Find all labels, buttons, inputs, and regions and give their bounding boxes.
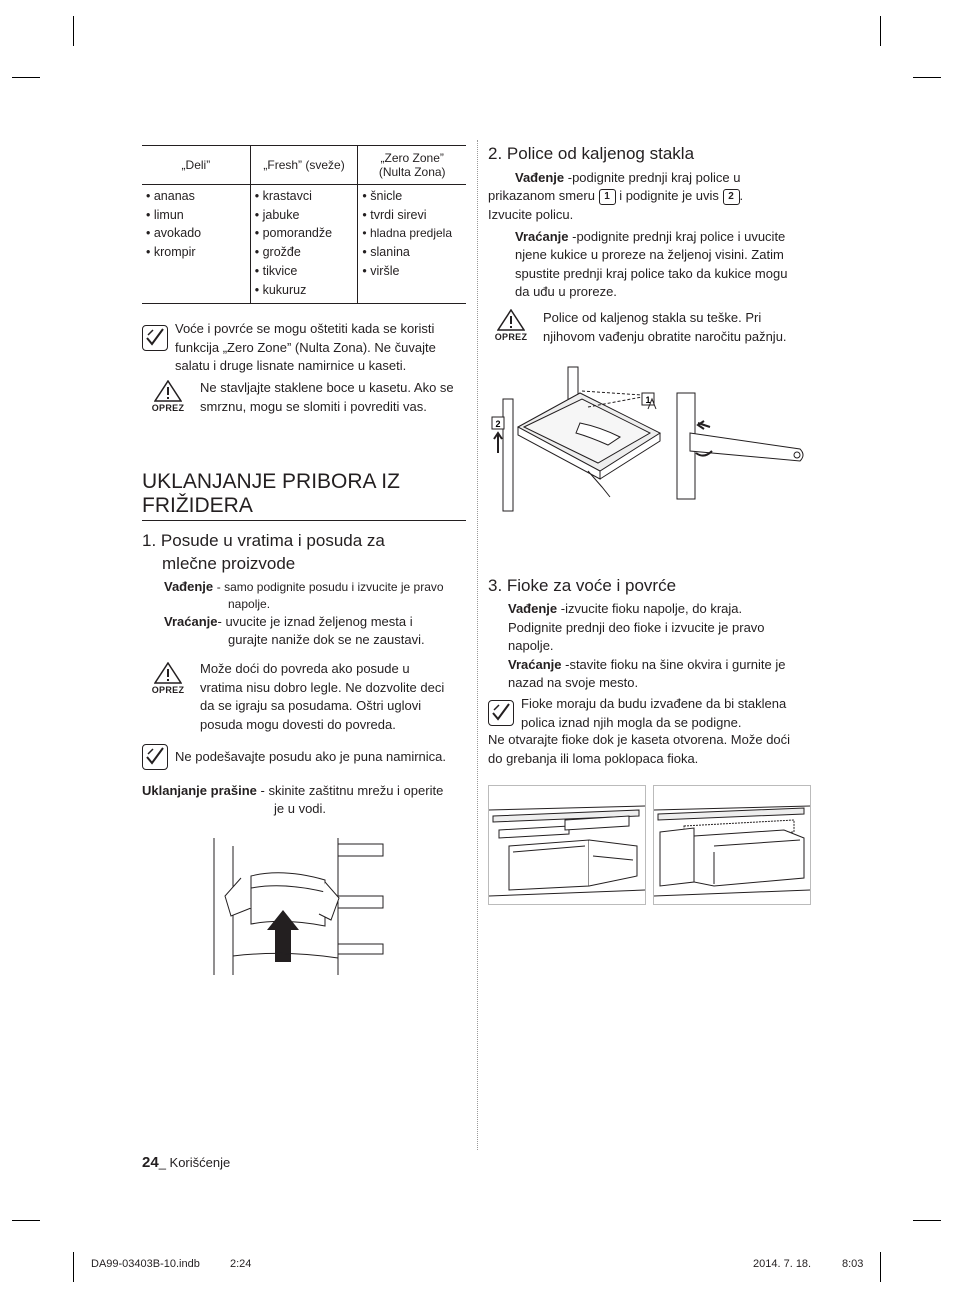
dust-removal [142,782,462,801]
list-item: • avokado [146,224,250,243]
page-separator: _ [158,1155,170,1170]
caution-icon [491,309,531,349]
step-number-badge: 1 [599,189,616,205]
subsection-door-bins-title [142,529,466,575]
crop-mark [73,16,74,46]
table-header-deli: „Deli” [142,146,250,185]
section-title-line1: UKLANJANJE PRIBORA IZ [142,470,400,493]
column-divider [477,140,478,1150]
note-drawers-text [521,695,821,732]
section-title-line2: FRIŽIDERA [142,494,253,517]
crop-mark [12,1220,40,1221]
footer-section-name: Korišćenje [169,1155,231,1170]
note-icon [142,325,168,351]
print-file-page: 2:24 [230,1258,252,1270]
remove-text: Podignite prednji deo fioke i izvucite je pravo [508,619,765,635]
caution-label: OPREZ [151,685,185,695]
dust-label: Uklanjanje prašine [142,783,257,798]
remove-label: Vađenje [515,170,565,185]
remove-text: i podignite je uvis [619,188,719,203]
food-storage-table [142,145,466,304]
page-footer [142,1154,230,1171]
text-line: posuda mogu dovesti do povreda. [200,716,396,732]
list-item: • slanina [362,243,466,262]
caution-icon [148,662,188,702]
table-col-zero-zone [358,185,466,304]
list-item: • limun [146,206,250,225]
shelves-return-cont [515,246,825,302]
note-zero-zone-text [175,320,470,376]
list-item: • jabuke [255,206,358,225]
text-line: Voće i povrće se mogu oštetiti kada se koristi [175,321,435,336]
caution-door-bins-text [200,660,475,734]
return-label: Vraćanje [164,614,218,629]
table-header-zero-zone-l2: (Nulta Zona) [378,165,446,179]
caution-glass-shelves-text [543,309,823,346]
list-item: • kukuruz [255,281,358,300]
list-item: • tvrdi sirevi [362,206,466,225]
remove-text: prikazanom smeru [488,188,595,203]
list-item: • pomorandže [255,224,358,243]
remove-text: Izvucite policu. [488,206,574,222]
shelves-remove-cont [488,187,818,224]
subsection-drawers-title: 3. Fioke za voće i povrće [488,576,677,595]
crop-mark [880,1252,881,1282]
callout-number-2: 2 [495,419,501,429]
text-line: do grebanja ili loma poklopaca fioka. [488,750,699,766]
remove-text: -izvucite fioku napolje, do kraja. [557,601,743,616]
return-text-cont: gurajte naniže dok se ne zaustavi. [228,632,425,647]
section-title [142,470,466,518]
remove-text-cont: napolje. [228,597,271,611]
caution-label: OPREZ [151,403,185,413]
door-bin-illustration [213,838,386,975]
crop-mark [880,16,881,46]
list-item: • tikvice [255,262,358,281]
glass-shelf-illustration [490,363,810,515]
remove-label: Vađenje [508,601,558,616]
crop-mark [12,77,40,78]
return-text: spustite prednji kraj police tako da kukice mogu [515,265,788,281]
note-drawers-warning [488,731,818,768]
door-bins-return [164,613,464,632]
dust-text-cont: je u vodi. [274,801,327,816]
drawer-illustration-left [488,785,646,905]
list-item: • krastavci [255,187,358,206]
crop-mark [73,1252,74,1282]
subsection-glass-shelves-title: 2. Police od kaljenog stakla [488,144,695,163]
return-text: nazad na svoje mesto. [508,675,639,690]
caution-label: OPREZ [494,332,528,342]
print-date: 2014. 7. 18. [753,1258,812,1270]
note-full-bin-text: Ne podešavajte posudu ako je puna namirnica. [175,749,447,764]
text-line: Ne otvarajte fioke dok je kaseta otvorena. Može doći [488,732,791,747]
dust-text: - skinite zaštitnu mrežu i operite [256,783,444,798]
subsection-title-line2: mlečne proizvode [162,554,296,573]
list-item: • viršle [362,262,466,281]
table-col-deli [142,185,250,304]
text-line: smrznu, mogu se slomiti i povrediti vas. [200,398,427,414]
crop-mark [913,77,941,78]
text-line: njihovom vađenju obratite naročitu pažnju. [543,328,787,344]
return-label: Vraćanje [515,229,569,244]
return-label: Vraćanje [508,656,562,672]
return-text: njene kukice u proreze na željenoj visini. Zatim [515,247,784,262]
return-text: -stavite fioku na šine okvira i gurnite je [561,656,786,672]
callout-number-1: 1 [645,395,651,405]
caution-glass-bottles-text [200,379,475,416]
caution-icon [148,380,188,420]
remove-label: Vađenje [164,579,214,594]
step-number-badge: 2 [723,189,740,205]
door-bins-remove [164,578,464,597]
table-header-fresh: „Fresh” (sveže) [250,146,358,185]
shelves-remove [515,169,815,188]
table-header-zero-zone-l1: „Zero Zone” [380,151,444,165]
remove-text: - samo podignite posudu i izvucite je pravo [216,580,444,594]
text-line: funkcija „Zero Zone” (Nulta Zona). Ne čuvajte [175,339,436,355]
return-text: da uđu u proreze. [515,284,617,299]
crop-mark [913,1220,941,1221]
remove-text: -podignite prednji kraj police u [564,170,741,185]
text-line: Ne stavljajte staklene boce u kasetu. Ako se [200,380,454,395]
text-line: Može doći do povreda ako posude u [200,661,410,676]
list-item: • grožđe [255,243,358,262]
shelves-return [515,228,815,247]
remove-text: napolje. [508,638,554,653]
list-item: • krompir [146,243,250,262]
remove-text: . [739,188,744,203]
drawers-remove [508,600,828,693]
return-text: -podignite prednji kraj police i uvucite [568,229,786,244]
table-header-zero-zone [358,146,466,185]
list-item: • ananas [146,187,250,206]
print-time: 8:03 [842,1258,864,1270]
text-line: Fioke moraju da budu izvađene da bi staklena [521,696,787,711]
text-line: polica iznad njih mogla da se podigne. [521,714,742,730]
page-number: 24 [142,1154,159,1171]
table-col-fresh [250,185,358,304]
text-line: da se igraju sa posudama. Oštri uglovi [200,698,422,713]
list-item: • hladna predjela [362,224,466,243]
note-icon [488,700,514,726]
text-line: Police od kaljenog stakla su teške. Pri [543,310,762,325]
text-line: vratima nisu dobro legle. Ne dozvolite deci [200,679,445,695]
note-icon [142,744,168,770]
return-text: - uvucite je iznad željenog mesta i [217,614,413,629]
subsection-title-line1: 1. Posude u vratima i posuda za [142,531,385,550]
print-file-name: DA99-03403B-10.indb [91,1258,200,1270]
list-item: • šnicle [362,187,466,206]
text-line: salatu i druge lisnate namirnice u kaseti. [175,358,407,373]
drawer-illustration-right [653,785,811,905]
section-rule [142,520,466,521]
